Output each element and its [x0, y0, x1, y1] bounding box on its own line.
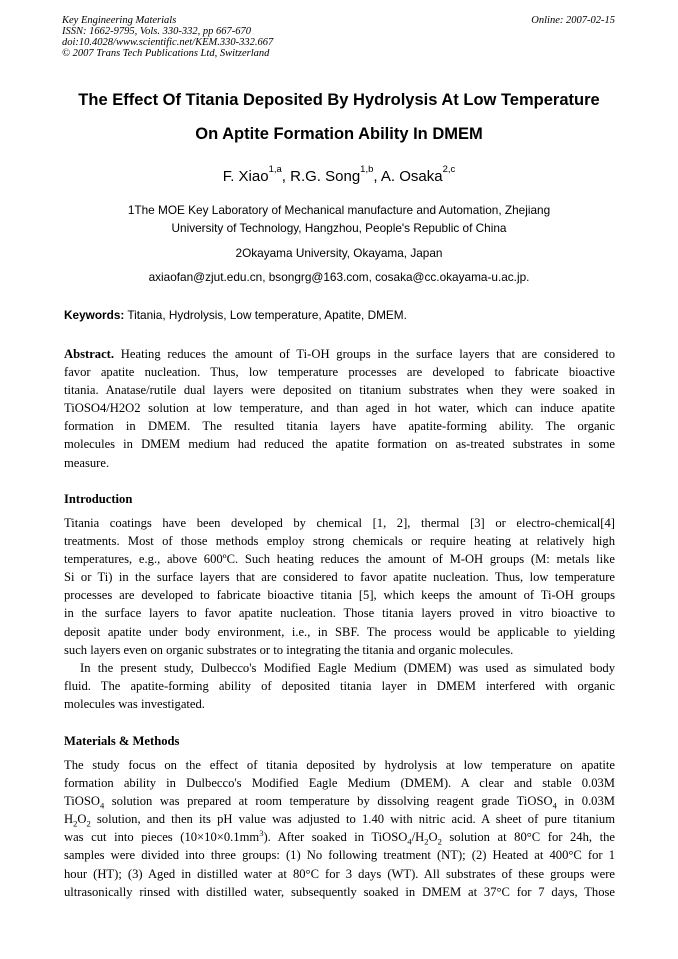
- affiliation-1-line-2: University of Technology, Hangzhou, People's Republic of China: [171, 221, 507, 235]
- abstract-line: measure.: [64, 455, 110, 470]
- abstract-line: molecules in DMEM medium had reduced the apatite formation on as-treated substrates in some: [64, 437, 615, 452]
- author-emails: axiaofan@zjut.edu.cn, bsongrg@163.com, cosaka@cc.okayama-u.ac.jp.: [148, 270, 530, 284]
- abstract: Abstract. Heating reduces the amount of Ti-OH groups in the surface layers that are considered to favor apatite nucleation. Thus, low temperature processes are developed to fabricate bioactive titania. Anatase/rutile dual layers were deposited on titanium substrates when they were soaked in TiOSO4/H2O2 solution at low temperature, and than aged in hot water, which can induce apatite formation in DMEM. The resulted titania layers have apatite-forming ability. The organic molecules in DMEM medium had reduced the apatite formation on as-treated substrates in some measure.: [64, 345, 615, 472]
- intro-line: processes are developed to fabricate bioactive titania [5], which keeps the amount of Ti-OH groups: [64, 588, 615, 603]
- abstract-line: formation in DMEM. The resulted titania layers have apatite-forming ability. The organic: [64, 419, 615, 434]
- author-name: A. Osaka: [380, 168, 443, 185]
- intro-line: Si or Ti) in the surface layers that are considered to favor apatite nucleation. Thus, low temperature: [64, 570, 615, 585]
- paper-title-line-2: On Aptite Formation Ability In DMEM: [195, 125, 483, 143]
- methods-line: TiOSO$_4$ solution was prepared at room temperature by dissolving reagent grade TiOSO$_4$ in 0.03M: [64, 794, 615, 811]
- affiliation-1-line-1: 1The MOE Key Laboratory of Mechanical manufacture and Automation, Zhejiang: [127, 203, 551, 217]
- author-list: F. Xiao$^{1,a}$, R.G. Song$^{1,b}$, A. Osaka$^{2,c}$: [222, 164, 456, 185]
- intro-line: in the surface layers to favor apatite nucleation. Those titania layers proved in vitro bioactive to: [64, 606, 615, 621]
- online-date: Online: 2007-02-15: [531, 15, 615, 26]
- abstract-line: titania. Anatase/rutile dual layers were deposited on titanium substrates when they were soaked in: [64, 383, 615, 398]
- keywords: [64, 307, 616, 323]
- methods-line: hour (HT); (3) Aged in distilled water at 80°C for 3 days (WT). All substrates of these groups were: [64, 866, 615, 881]
- intro-line: In the present study, Dulbecco's Modified Eagle Medium (DMEM) was used as simulated body: [80, 660, 615, 675]
- author-name: F. Xiao: [222, 168, 269, 185]
- introduction-heading: Introduction: [64, 492, 133, 506]
- methods-body: [64, 756, 615, 901]
- introduction-body: [64, 514, 615, 713]
- intro-line: treatments. Most of those methods employ strong chemicals or require heating at relatively high: [64, 534, 615, 549]
- affiliation-2: 2Okayama University, Okayama, Japan: [235, 246, 443, 260]
- intro-line: such layers even on organic substrates or to integrating the titania and organic molecules.: [64, 642, 514, 657]
- keywords-text: Titania, Hydrolysis, Low temperature, Apatite, DMEM.: [124, 308, 407, 322]
- journal-doi: doi:10.4028/www.scientific.net/KEM.330-332.667: [62, 37, 274, 48]
- abstract-label: Abstract.: [64, 347, 115, 361]
- methods-line: samples were divided into three groups: (1) No following treatment (NT); (2) Heated at 400°C for 1: [64, 848, 615, 863]
- intro-line: temperatures, e.g., above 600ºC. Such heating reduces the amount of M-OH groups (M: metals like: [64, 552, 615, 567]
- methods-line: formation ability in Dulbecco's Modified Eagle Medium (DMEM). A clear and stable 0.03M: [64, 776, 615, 791]
- methods-line: $H_2O_2$ solution, and then its pH value was adjusted to 1.40 with nitric acid. A sheet of pure titanium: [64, 812, 615, 829]
- intro-line: Titania coatings have been developed by chemical [1, 2], thermal [3] or electro-chemical[4]: [64, 516, 615, 530]
- author-affiliation-mark: 2,c: [442, 164, 456, 175]
- abstract-line: favor apatite nucleation. Thus, low temperature processes are developed to fabricate bioactive: [64, 365, 615, 380]
- journal-copyright: © 2007 Trans Tech Publications Ltd, Switzerland: [62, 48, 270, 59]
- author-affiliation-mark: 1,a: [268, 164, 282, 175]
- journal-name: Key Engineering Materials: [62, 15, 177, 26]
- author-affiliation-mark: 1,b: [360, 164, 374, 175]
- journal-issn: ISSN: 1662-9795, Vols. 330-332, pp 667-670: [62, 26, 251, 37]
- journal-header: [62, 15, 273, 59]
- intro-line: molecules was investigated.: [64, 696, 205, 711]
- methods-heading: Materials & Methods: [64, 734, 180, 748]
- keywords-label: Keywords:: [64, 308, 125, 322]
- intro-line: fluid. The apatite-forming ability of deposited titania layer in DMEM interfered with organic: [64, 678, 615, 693]
- methods-line: The study focus on the effect of titania deposited by hydrolysis at low temperature on apatite: [64, 758, 615, 772]
- paper-title-line-1: The Effect Of Titania Deposited By Hydrolysis At Low Temperature: [78, 91, 600, 109]
- methods-line: was cut into pieces $(10\times 10\times 0.1mm^3)$. After soaked in $TiOSO_4/H_2O_2$ solution at 80°C for 24h, the: [64, 828, 615, 847]
- intro-line: deposit apatite under body environment, i.e., in SBF. The process would be applicable to yielding: [64, 624, 615, 639]
- methods-line: ultrasonically rinsed with distilled water, subsequently soaked in DMEM at 37°C for 7 days, Those: [64, 884, 615, 899]
- author-name: R.G. Song: [290, 168, 361, 185]
- abstract-line: TiOSO4/H2O2 solution at low temperature, and than aged in hot water, which can induce apatite: [64, 401, 615, 416]
